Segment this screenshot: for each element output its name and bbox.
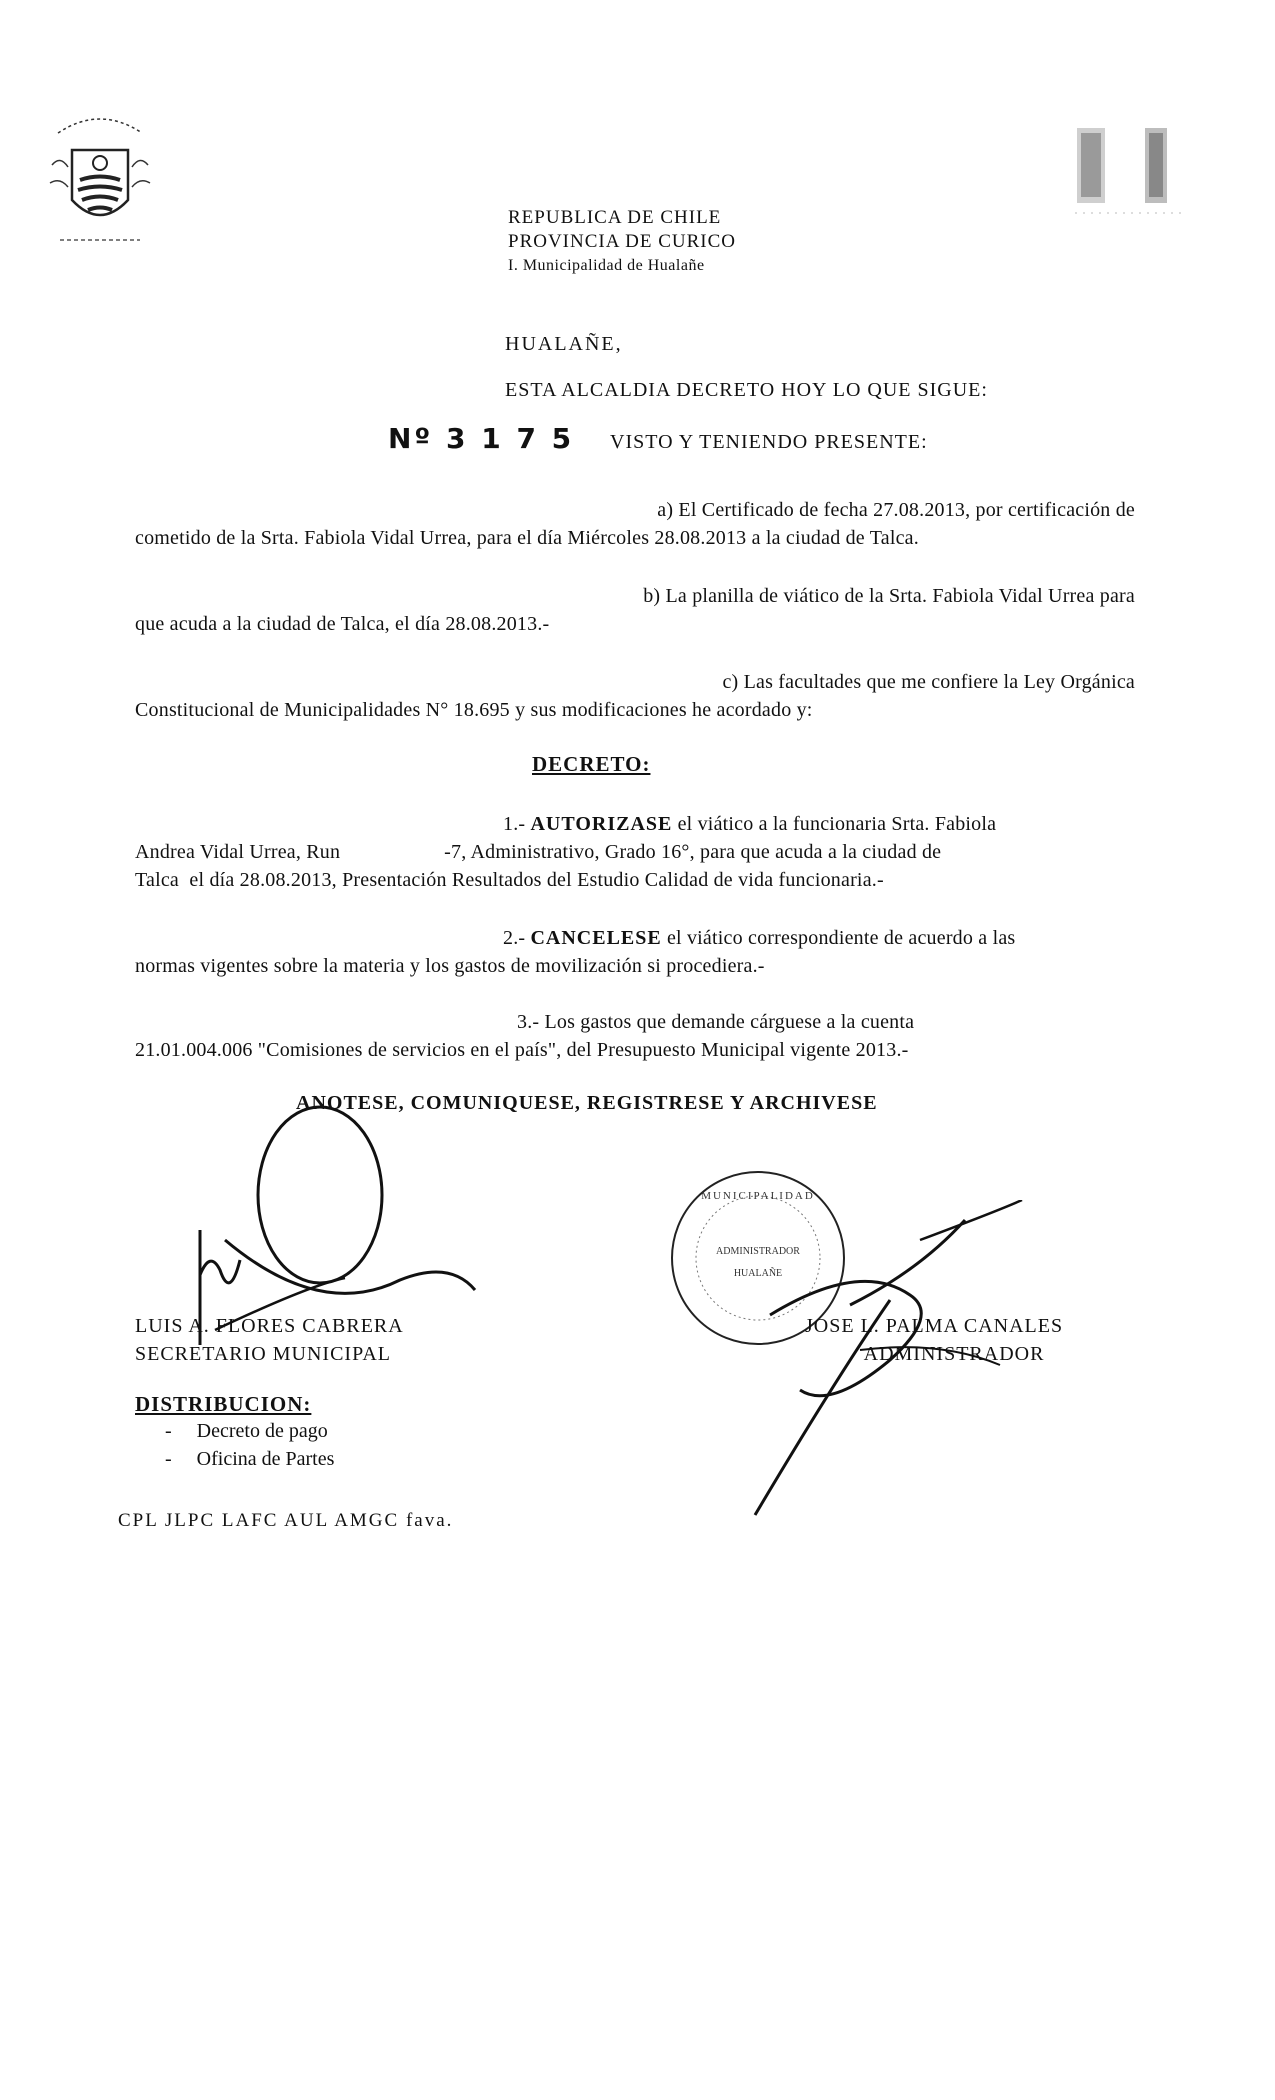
decree-item-3	[135, 1008, 1135, 1064]
header-municipality: I. Municipalidad de Hualañe	[508, 257, 705, 274]
decree-item-1	[135, 810, 1135, 894]
consideration-b-rest: que acuda a la ciudad de Talca, el día 28.08.2013.-	[135, 613, 550, 635]
right-signatory-title: ADMINISTRADOR	[863, 1343, 1045, 1365]
visto-line: VISTO Y TENIENDO PRESENTE:	[610, 431, 928, 453]
stamp-low-text: HUALAÑE	[733, 1268, 783, 1279]
closing-formula: ANOTESE, COMUNIQUESE, REGISTRESE Y ARCHIVESE	[296, 1092, 878, 1114]
preamble-line: ESTA ALCALDIA DECRETO HOY LO QUE SIGUE:	[505, 379, 988, 401]
header-republic: REPUBLICA DE CHILE	[508, 207, 722, 228]
item-1-text: el viático a la funcionaria Srta. Fabiola	[677, 813, 997, 835]
item-3-line2: 21.01.004.006 "Comisiones de servicios en el país", del Presupuesto Municipal vigente 2013.-	[135, 1039, 909, 1061]
left-signatory-title: SECRETARIO MUNICIPAL	[135, 1343, 392, 1365]
archive-mark	[1075, 125, 1185, 220]
decree-item-2	[135, 924, 1135, 980]
item-2-text: el viático correspondiente de acuerdo a las	[666, 927, 1016, 949]
decree-number-value: 3 1 7 5	[445, 422, 575, 455]
municipal-seal	[40, 105, 160, 255]
item-1-line3: Talca el día 28.08.2013, Presentación Resultados del Estudio Calidad de vida funcionaria.-	[135, 869, 884, 891]
distribution-title: DISTRIBUCION:	[135, 1392, 312, 1416]
consideration-a-first: a) El Certificado de fecha 27.08.2013, por certificación de	[657, 499, 1135, 521]
distribution	[135, 1392, 334, 1473]
item-2-keyword: CANCELESE	[530, 927, 662, 949]
initials-line: CPL JLPC LAFC AUL AMGC fava.	[118, 1510, 454, 1531]
decree-number	[388, 422, 574, 455]
stamp-top-text: MUNICIPALIDAD	[701, 1190, 815, 1202]
distribution-item	[135, 1445, 334, 1473]
stamp-mid-text: ADMINISTRADOR	[716, 1246, 800, 1257]
item-2-number: 2.-	[503, 927, 526, 949]
consideration-b-first: b) La planilla de viático de la Srta. Fabiola Vidal Urrea para	[643, 585, 1135, 607]
consideration-a	[135, 496, 1135, 552]
distribution-item-label: Oficina de Partes	[196, 1448, 335, 1470]
consideration-c	[135, 668, 1135, 724]
distribution-item	[135, 1417, 334, 1445]
decreto-title: DECRETO:	[532, 752, 651, 776]
decree-prefix: Nº	[388, 422, 446, 455]
consideration-b	[135, 582, 1135, 638]
consideration-a-rest: cometido de la Srta. Fabiola Vidal Urrea, para el día Miércoles 28.08.2013 a la ciudad de Talca.	[135, 527, 919, 549]
item-3-text: Los gastos que demande cárguese a la cuenta	[544, 1011, 915, 1033]
header-province: PROVINCIA DE CURICO	[508, 231, 737, 252]
item-2-line2: normas vigentes sobre la materia y los gastos de movilización si procediera.-	[135, 955, 765, 977]
item-1-number: 1.-	[503, 813, 526, 835]
right-signatory	[805, 1312, 1063, 1368]
item-3-number: 3.-	[517, 1011, 540, 1033]
place-line: HUALAÑE,	[505, 333, 623, 355]
right-signatory-name: JOSE L. PALMA CANALES	[805, 1315, 1064, 1337]
distribution-item-label: Decreto de pago	[196, 1420, 328, 1442]
list-bullet: -	[165, 1448, 197, 1470]
consideration-c-rest: Constitucional de Municipalidades N° 18.695 y sus modificaciones he acordado y:	[135, 699, 813, 721]
list-bullet: -	[165, 1420, 197, 1442]
item-1-keyword: AUTORIZASE	[530, 813, 673, 835]
left-signatory	[135, 1312, 404, 1368]
consideration-c-first: c) Las facultades que me confiere la Ley Orgánica	[722, 671, 1135, 693]
left-signatory-name: LUIS A. FLORES CABRERA	[135, 1315, 404, 1337]
item-1-line2: Andrea Vidal Urrea, Run -7, Administrativo, Grado 16°, para que acuda a la ciudad de	[135, 841, 942, 863]
